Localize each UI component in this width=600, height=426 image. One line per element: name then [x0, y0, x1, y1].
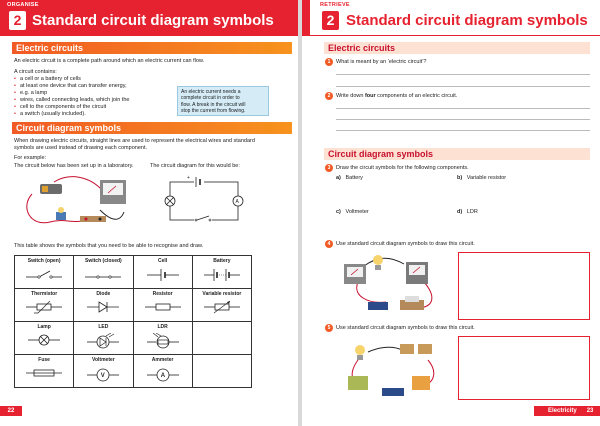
right-page	[302, 0, 600, 426]
section-circuit-symbols: Circuit diagram symbols	[12, 122, 292, 134]
cell-diode: Diode	[74, 289, 133, 322]
cell-symbol	[143, 267, 183, 281]
chapter-label: Electricity	[548, 408, 577, 414]
variable-resistor-symbol	[202, 300, 242, 314]
question-number: 3	[325, 164, 333, 172]
list-item: • at least one device that can transfer energy,	[14, 83, 174, 90]
cell-switch-open: Switch (open)	[15, 256, 74, 289]
question-number: 2	[325, 92, 333, 100]
svg-text:V: V	[101, 373, 106, 379]
chapter-number: 2	[9, 11, 26, 30]
question-4: Use standard circuit diagram symbols to draw this circuit.	[336, 241, 475, 247]
fuse-symbol	[24, 366, 64, 380]
ldr-symbol	[143, 333, 183, 349]
cell-thermistor: Thermistor	[15, 289, 74, 322]
lab-circuit-illustration	[20, 172, 138, 232]
answer-line[interactable]	[336, 119, 590, 120]
part-c: c) Voltmeter	[336, 209, 369, 215]
contains-label: A circuit contains:	[14, 69, 57, 75]
section-tag: ORGANISE	[7, 2, 39, 8]
question-number: 5	[325, 324, 333, 332]
part-d: d) LDR	[457, 209, 478, 215]
diagram-text: The circuit diagram for this would be:	[150, 163, 240, 169]
header-banner	[0, 0, 298, 36]
part-a: a) Battery	[336, 175, 363, 181]
page-title: Standard circuit diagram symbols	[346, 12, 588, 29]
q4-circuit-illustration	[338, 252, 448, 318]
section-electric-circuits: Electric circuits	[324, 42, 590, 54]
section-circuit-symbols: Circuit diagram symbols	[324, 148, 590, 160]
answer-line[interactable]	[336, 86, 590, 87]
cell-battery: Battery	[192, 256, 251, 289]
section-tag: RETRIEVE	[320, 2, 350, 8]
battery-symbol	[202, 267, 242, 281]
page-number: 22	[0, 406, 22, 416]
switch-closed-symbol	[83, 267, 123, 281]
list-item: • wires, called connecting leads, which join the	[14, 97, 174, 104]
question-5: Use standard circuit diagram symbols to draw this circuit.	[336, 325, 475, 331]
svg-text:A: A	[235, 199, 239, 205]
svg-text:A: A	[160, 373, 165, 379]
question-2: Write down four components of an electric circuit.	[336, 93, 458, 99]
cell-voltmeter: Voltmeter V	[74, 355, 133, 388]
info-box: An electric current needs a complete circuit in order to flow. A break in the circuit will stop the current from flowing.	[177, 86, 269, 116]
ammeter-symbol	[143, 366, 183, 382]
cell-empty	[192, 322, 251, 355]
cell-empty	[192, 355, 251, 388]
diode-symbol	[83, 300, 123, 314]
q5-circuit-illustration	[338, 336, 448, 402]
chapter-number: 2	[322, 11, 339, 30]
led-symbol	[83, 333, 123, 349]
cell-ldr: LDR	[133, 322, 192, 355]
question-number: 1	[325, 58, 333, 66]
page-title: Standard circuit diagram symbols	[32, 12, 274, 29]
thermistor-symbol	[24, 300, 64, 314]
header-banner	[302, 0, 600, 36]
voltmeter-symbol	[83, 366, 123, 382]
question-1: What is meant by an ‘electric circuit’?	[336, 59, 427, 65]
cell-fuse: Fuse	[15, 355, 74, 388]
cell-resistor: Resistor	[133, 289, 192, 322]
components-list	[14, 76, 174, 118]
question-3: Draw the circuit symbols for the following components.	[336, 165, 469, 171]
page-number: 23	[586, 408, 594, 414]
svg-text:+: +	[187, 175, 190, 181]
list-item: • e.g. a lamp	[14, 90, 174, 97]
cell-cell: Cell	[133, 256, 192, 289]
cell-led: LED	[74, 322, 133, 355]
cell-lamp: Lamp	[15, 322, 74, 355]
lab-circuit-text: The circuit below has been set up in a laboratory.	[14, 163, 134, 169]
intro-text: An electric circuit is a complete path around which an electric current can flow.	[14, 58, 205, 64]
switch-open-symbol	[24, 267, 64, 281]
answer-line[interactable]	[336, 108, 590, 109]
table-intro: This table shows the symbols that you need to be able to recognise and draw.	[14, 243, 204, 249]
cell-variable-resistor: Variable resistor	[192, 289, 251, 322]
banner-accent	[302, 0, 310, 36]
lamp-symbol	[24, 333, 64, 347]
cell-ammeter: Ammeter A	[133, 355, 192, 388]
q5-answer-box[interactable]	[458, 336, 590, 400]
answer-line[interactable]	[336, 74, 590, 75]
answer-line[interactable]	[336, 130, 590, 131]
example-label: For example:	[14, 155, 47, 161]
question-number: 4	[325, 240, 333, 248]
cell-switch-closed: Switch (closed)	[74, 256, 133, 289]
footer-bar	[534, 406, 600, 416]
symbols-table	[14, 255, 252, 388]
list-item: • cell to the components of the circuit	[14, 104, 174, 111]
example-circuit-diagram	[160, 172, 250, 228]
section-electric-circuits: Electric circuits	[12, 42, 292, 54]
part-b: b) Variable resistor	[457, 175, 507, 181]
drawing-text-1: When drawing electric circuits, straight lines are used to represent the electrical wires and standard	[14, 138, 255, 144]
q4-answer-box[interactable]	[458, 252, 590, 320]
list-item: • a cell or a battery of cells	[14, 76, 174, 83]
left-page	[0, 0, 298, 426]
resistor-symbol	[143, 300, 183, 314]
drawing-text-2: symbols are used instead of drawing each component.	[14, 145, 147, 151]
list-item: • a switch (usually included).	[14, 111, 174, 118]
